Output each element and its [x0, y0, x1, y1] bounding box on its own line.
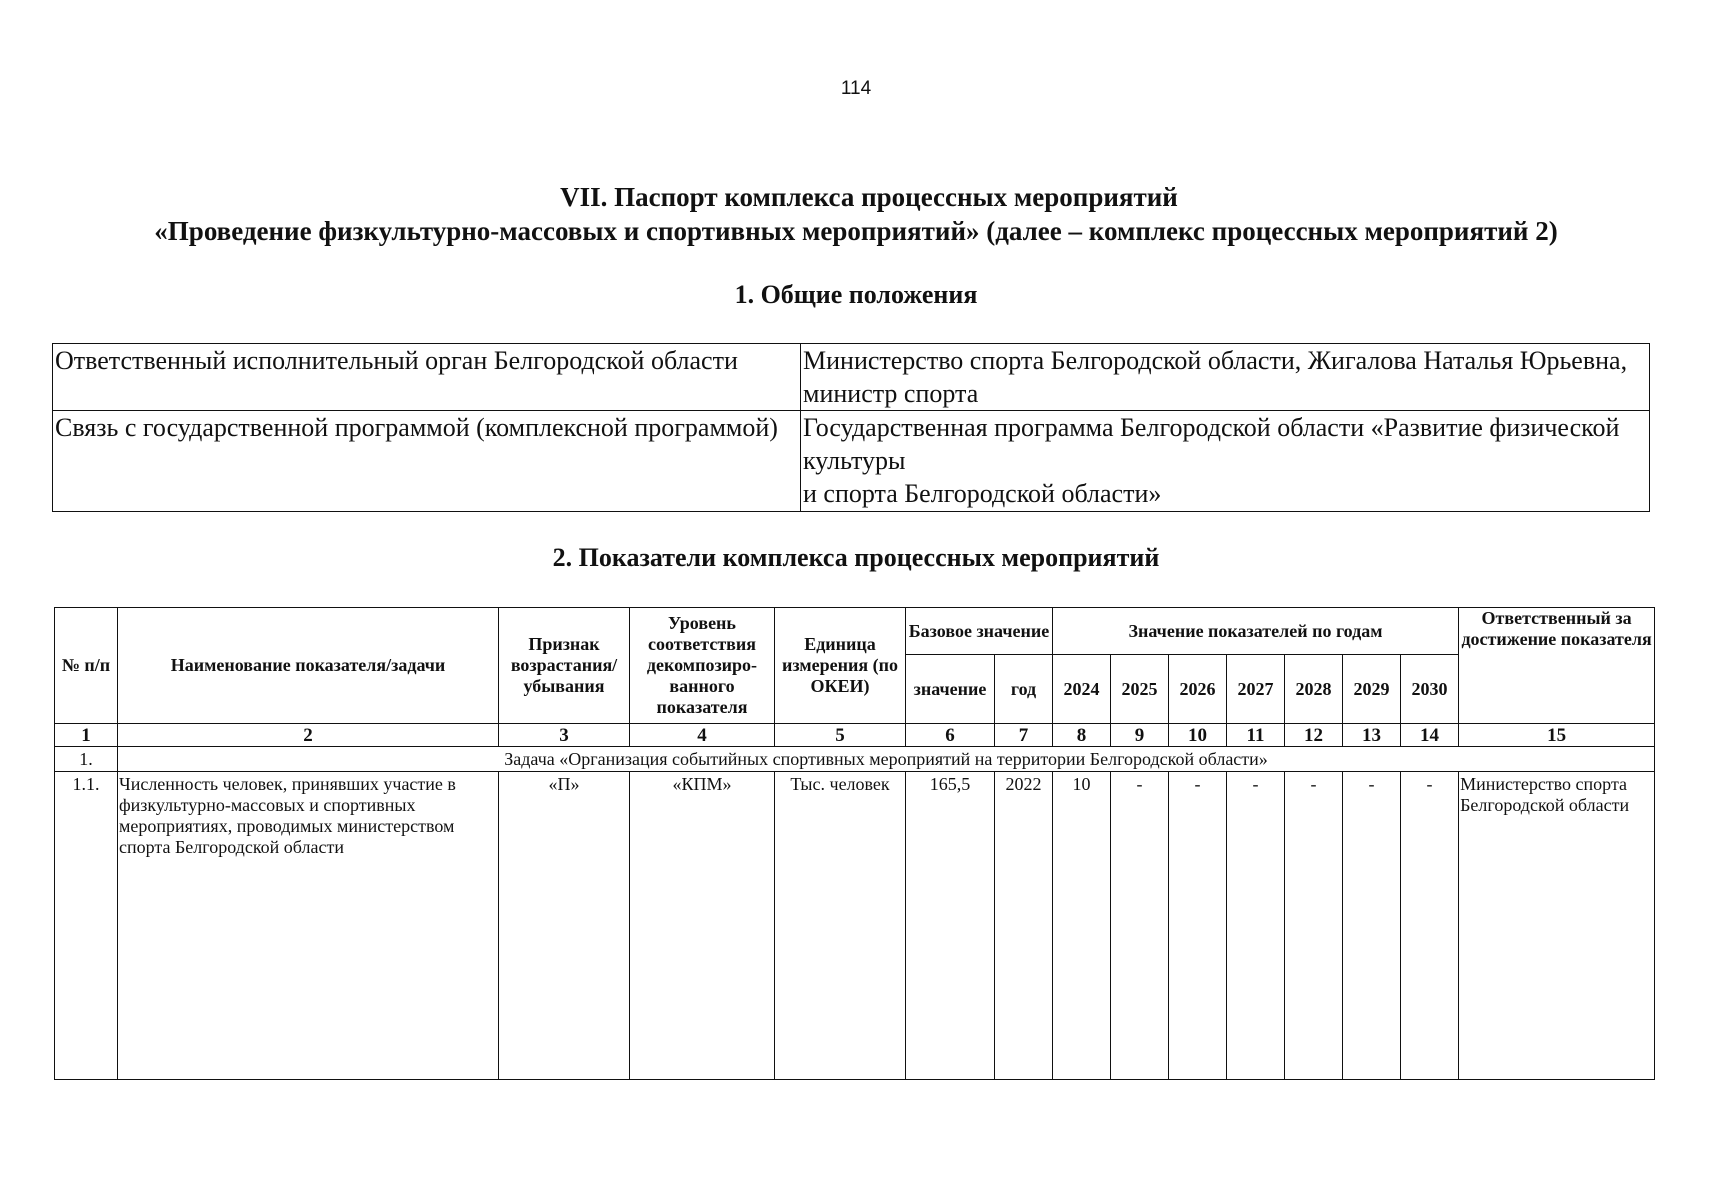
header-base-year: год: [995, 655, 1053, 724]
row-year-value: 10: [1053, 772, 1111, 1080]
column-number: 9: [1111, 724, 1169, 747]
column-number: 3: [499, 724, 630, 747]
document-title: [0, 180, 1712, 248]
row-num: 1.1.: [55, 772, 118, 1080]
column-number: 5: [775, 724, 906, 747]
row-base-year: 2022: [995, 772, 1053, 1080]
header-base: Базовое значение: [906, 608, 1053, 655]
row-level: «КПМ»: [630, 772, 775, 1080]
general-row: [53, 411, 1650, 512]
row-name: Численность человек, принявших участие в физкультурно-массовых и спортивных мероприятиях, проводимых министерством спорта Белгородской области: [118, 772, 499, 1080]
header-level: Уровень соответствия декомпозиро-ванного показателя: [630, 608, 775, 724]
row-year-value: -: [1343, 772, 1401, 1080]
row-sign: «П»: [499, 772, 630, 1080]
task-num: 1.: [55, 747, 118, 772]
column-number: 4: [630, 724, 775, 747]
general-value-line: и спорта Белгородской области»: [803, 479, 1162, 508]
general-label: Ответственный исполнительный орган Белгородской области: [53, 344, 801, 411]
section-1-heading: 1. Общие положения: [734, 280, 978, 309]
table-row: [55, 772, 1655, 1080]
task-text: Задача «Организация событийных спортивных мероприятий на территории Белгородской области»: [118, 747, 1655, 772]
column-number: 15: [1459, 724, 1655, 747]
column-number: 2: [118, 724, 499, 747]
column-number: 13: [1343, 724, 1401, 747]
column-number: 12: [1285, 724, 1343, 747]
header-years-group: Значение показателей по годам: [1053, 608, 1459, 655]
header-year: 2027: [1227, 655, 1285, 724]
general-row: [53, 344, 1650, 411]
header-year: 2028: [1285, 655, 1343, 724]
column-number: 1: [55, 724, 118, 747]
column-number: 8: [1053, 724, 1111, 747]
row-year-value: -: [1401, 772, 1459, 1080]
general-provisions-table: [52, 343, 1650, 512]
page-number: 114: [840, 78, 872, 99]
row-year-value: -: [1227, 772, 1285, 1080]
row-unit: Тыс. человек: [775, 772, 906, 1080]
section-2-heading: 2. Показатели комплекса процессных мероприятий: [552, 543, 1160, 572]
general-value-line: Государственная программа Белгородской области «Развитие физической культуры: [803, 413, 1620, 475]
header-year: 2026: [1169, 655, 1227, 724]
indicators-table: [54, 607, 1655, 1080]
general-value: [801, 344, 1650, 411]
header-num: № п/п: [55, 608, 118, 724]
header-sign: Признак возрастания/ убывания: [499, 608, 630, 724]
column-number: 10: [1169, 724, 1227, 747]
row-responsible: Министерство спорта Белгородской области: [1459, 772, 1655, 1080]
column-number: 11: [1227, 724, 1285, 747]
header-name: Наименование показателя/задачи: [118, 608, 499, 724]
header-year: 2024: [1053, 655, 1111, 724]
header-base-value: значение: [906, 655, 995, 724]
title-line-1: VII. Паспорт комплекса процессных мероприятий: [560, 182, 1178, 212]
header-unit: Единица измерения (по ОКЕИ): [775, 608, 906, 724]
header-year: 2030: [1401, 655, 1459, 724]
column-number: 6: [906, 724, 995, 747]
header-row-top: [55, 608, 1655, 655]
row-year-value: -: [1285, 772, 1343, 1080]
row-year-value: -: [1169, 772, 1227, 1080]
general-label: Связь с государственной программой (комплексной программой): [53, 411, 801, 512]
column-number: 14: [1401, 724, 1459, 747]
header-responsible: Ответственный за достижение показателя: [1459, 608, 1655, 724]
general-value-line: Министерство спорта Белгородской области, Жигалова Наталья Юрьевна, министр спорта: [803, 346, 1628, 408]
row-base-value: 165,5: [906, 772, 995, 1080]
header-year: 2029: [1343, 655, 1401, 724]
title-line-2: «Проведение физкультурно-массовых и спортивных мероприятий» (далее – комплекс процессных мероприятий 2): [154, 216, 1558, 246]
header-year: 2025: [1111, 655, 1169, 724]
column-number: 7: [995, 724, 1053, 747]
general-value: [801, 411, 1650, 512]
task-row: [55, 747, 1655, 772]
column-number-row: [55, 724, 1655, 747]
row-year-value: -: [1111, 772, 1169, 1080]
